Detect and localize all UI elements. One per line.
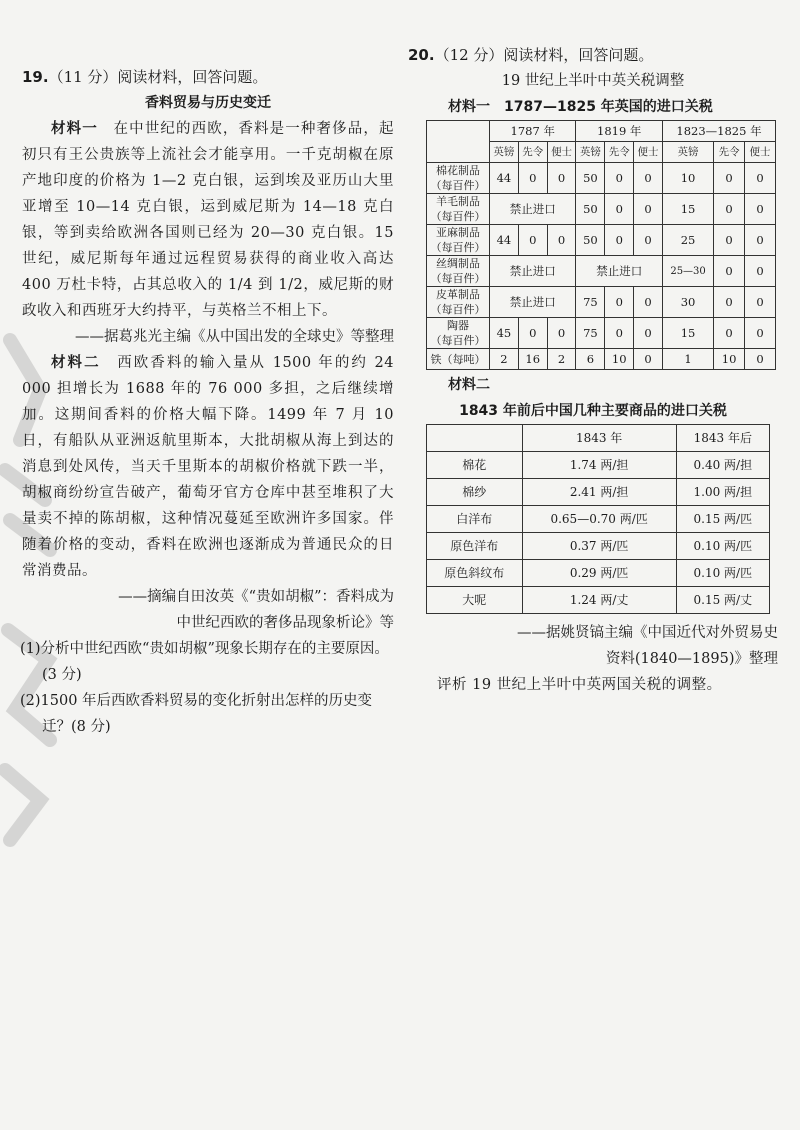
- unit-header: 英镑: [662, 142, 713, 163]
- value-cell: 0: [605, 194, 634, 225]
- unit-header: 便士: [547, 142, 576, 163]
- item-unit: （每百件）: [430, 303, 486, 316]
- q19-prompt: （11 分）阅读材料，回答问题。: [48, 68, 268, 86]
- value-cell: 0: [745, 318, 776, 349]
- q20-prompt: （12 分）阅读材料，回答问题。: [434, 46, 654, 64]
- q20-m1-caption: 材料一 1787—1825 年英国的进口关税: [448, 99, 713, 115]
- merged-cell: 禁止进口: [490, 256, 576, 287]
- item-cell: 原色洋布: [427, 533, 523, 560]
- value-cell: 0.37 两/匹: [522, 533, 676, 560]
- unit-header: 先令: [714, 142, 745, 163]
- china-tariff-table: [426, 424, 770, 614]
- value-cell: 0: [605, 287, 634, 318]
- year-header: 1787 年: [490, 121, 576, 142]
- table-row: [427, 318, 776, 349]
- q20-table2-caption: 1843 年前后中国几种主要商品的进口关税: [459, 403, 727, 419]
- item-unit: （每百件）: [430, 241, 486, 254]
- unit-header: 便士: [745, 142, 776, 163]
- value-cell: 2.41 两/担: [522, 479, 676, 506]
- value-cell: 1.24 两/丈: [522, 587, 676, 614]
- table-header-row: [427, 425, 770, 452]
- unit-header: 先令: [518, 142, 547, 163]
- value-cell: 2: [490, 349, 519, 370]
- value-cell: 0: [518, 225, 547, 256]
- table-row: [427, 479, 770, 506]
- item-cell: [427, 225, 490, 256]
- value-cell: 0: [714, 163, 745, 194]
- item-name: 亚麻制品: [436, 226, 480, 239]
- q19-m1-text: 在中世纪的西欧，香料是一种奢侈品，起初只有王公贵族等上流社会才能享用。一千克胡椒在原产地印度的价格为 1—2 克白银，运到埃及亚历山大里亚增至 10—14 克白银，运到威尼斯为 14—18 克白银，等到卖给欧洲各国则已经为 20—30 克白银。15 世纪，威尼斯每年通过远程贸易获得的商业收入高达 400 万杜卡特，占其总收入的 1/4 到 1/2，威尼斯的财政收入和西班牙大约持平，与英格兰不相上下。: [22, 121, 395, 319]
- q19-number: 19.: [22, 68, 49, 86]
- merged-cell: 禁止进口: [576, 256, 662, 287]
- value-cell: 0.40 两/担: [676, 452, 769, 479]
- merged-cell: 禁止进口: [490, 194, 576, 225]
- q19-subquestion-2: (2)1500 年后西欧香料贸易的变化折射出怎样的历史变迁？(8 分): [20, 693, 373, 735]
- value-cell: 0: [745, 256, 776, 287]
- item-name: 皮革制品: [436, 288, 480, 301]
- value-cell: 0: [714, 287, 745, 318]
- table-row: [427, 560, 770, 587]
- value-cell: 0: [605, 163, 634, 194]
- value-cell: 44: [490, 225, 519, 256]
- q20-m2-label: 材料二: [448, 377, 490, 393]
- q20-number: 20.: [408, 46, 435, 64]
- value-cell: 0: [745, 349, 776, 370]
- item-cell: 棉花: [427, 452, 523, 479]
- value-cell: 0: [547, 225, 576, 256]
- value-cell: 75: [576, 318, 605, 349]
- question-20: [408, 42, 778, 698]
- q19-material-1: [22, 116, 394, 324]
- value-cell: 0: [634, 318, 663, 349]
- table-corner-cell: [427, 121, 490, 163]
- value-cell: 0: [634, 163, 663, 194]
- value-cell: 30: [662, 287, 713, 318]
- item-cell: [427, 318, 490, 349]
- value-cell: 10: [605, 349, 634, 370]
- value-cell: 1.74 两/担: [522, 452, 676, 479]
- value-cell: 0.15 两/匹: [676, 506, 769, 533]
- item-unit: （每百件）: [430, 210, 486, 223]
- value-cell: 0: [547, 163, 576, 194]
- year-header: 1819 年: [576, 121, 662, 142]
- value-cell: 0: [547, 318, 576, 349]
- item-cell: 白洋布: [427, 506, 523, 533]
- value-cell: 0: [714, 318, 745, 349]
- q19-subquestion-1: (1)分析中世纪西欧“贵如胡椒”现象长期存在的主要原因。(3 分): [20, 641, 389, 683]
- value-cell: 50: [576, 194, 605, 225]
- value-cell: 75: [576, 287, 605, 318]
- value-cell: 0.65—0.70 两/匹: [522, 506, 676, 533]
- table-row: [427, 163, 776, 194]
- table-row: [427, 349, 776, 370]
- q20-source-line2: 资料(1840—1895)》整理: [605, 651, 778, 667]
- q20-source-line1: ——据姚贤镐主编《中国近代对外贸易史: [517, 625, 778, 641]
- question-19: [22, 64, 394, 740]
- value-cell: 0.15 两/丈: [676, 587, 769, 614]
- value-cell: 0: [745, 225, 776, 256]
- q20-heading: [408, 42, 778, 68]
- item-cell: [427, 256, 490, 287]
- table-row: [427, 194, 776, 225]
- item-cell: [427, 163, 490, 194]
- item-unit: （每百件）: [430, 272, 486, 285]
- table-row: [427, 533, 770, 560]
- q19-m2-text: 西欧香料的输入量从 1500 年的约 24 000 担增长为 1688 年的 76 000 多担，之后继续增加。这期间香料的价格大幅下降。1499 年 7 月 10 日，有船队从亚洲返航里斯本，大批胡椒从海上到达的消息到处风传，当天千里斯本的胡椒价格就下跌一半，胡椒商纷纷宣告破产，葡萄牙官方仓库中甚至堆积了大量卖不掉的陈胡椒，这种情况蔓延至欧洲许多国家。伴随着价格的变动，香料在欧洲也逐渐成为普通民众的日常消费品。: [22, 355, 395, 579]
- item-cell: [427, 287, 490, 318]
- table-row: [427, 287, 776, 318]
- item-unit: （每百件）: [430, 179, 486, 192]
- value-cell: 15: [662, 194, 713, 225]
- value-cell: 0.29 两/匹: [522, 560, 676, 587]
- value-cell: 2: [547, 349, 576, 370]
- q20-question: 评析 19 世纪上半叶中英两国关税的调整。: [437, 677, 722, 693]
- item-name: 陶器: [447, 319, 469, 332]
- table-row: [427, 587, 770, 614]
- value-cell: 10: [714, 349, 745, 370]
- value-cell: 16: [518, 349, 547, 370]
- unit-header: 先令: [605, 142, 634, 163]
- item-cell: [427, 194, 490, 225]
- table-corner-cell: [427, 425, 523, 452]
- value-cell: 44: [490, 163, 519, 194]
- table-header-row: [427, 121, 776, 142]
- item-unit: （每百件）: [430, 334, 486, 347]
- value-cell: 0: [745, 163, 776, 194]
- value-cell: 0: [745, 287, 776, 318]
- unit-header: 英镑: [490, 142, 519, 163]
- value-cell: 50: [576, 225, 605, 256]
- q19-m1-label: 材料一: [51, 121, 98, 137]
- year-header: 1823—1825 年: [662, 121, 775, 142]
- q19-m2-source-line2: 中世纪西欧的奢侈品现象析论》等: [176, 615, 394, 631]
- q19-heading: [22, 64, 394, 90]
- value-cell: 0: [714, 225, 745, 256]
- merged-cell: 禁止进口: [490, 287, 576, 318]
- item-cell: 原色斜纹布: [427, 560, 523, 587]
- table-row: [427, 452, 770, 479]
- item-name: 羊毛制品: [436, 195, 480, 208]
- q20-title: 19 世纪上半叶中英关税调整: [501, 73, 685, 89]
- value-cell: 0: [605, 225, 634, 256]
- item-name: 棉花制品: [436, 164, 480, 177]
- value-cell: 0.10 两/匹: [676, 560, 769, 587]
- britain-tariff-table: [426, 120, 776, 370]
- value-cell: 0: [518, 163, 547, 194]
- value-cell: 50: [576, 163, 605, 194]
- value-cell: 45: [490, 318, 519, 349]
- value-cell: 0: [518, 318, 547, 349]
- table-row: [427, 256, 776, 287]
- value-cell: 0: [634, 287, 663, 318]
- value-cell: 25—30: [662, 256, 713, 287]
- table-row: [427, 506, 770, 533]
- value-cell: 0: [605, 318, 634, 349]
- value-cell: 0: [634, 349, 663, 370]
- q19-m1-source: ——据葛兆光主编《从中国出发的全球史》等整理: [75, 329, 394, 345]
- column-header: 1843 年后: [676, 425, 769, 452]
- value-cell: 1: [662, 349, 713, 370]
- item-name: 丝绸制品: [436, 257, 480, 270]
- item-cell: 铁（每吨）: [427, 349, 490, 370]
- unit-header: 英镑: [576, 142, 605, 163]
- unit-header: 便士: [634, 142, 663, 163]
- value-cell: 1.00 两/担: [676, 479, 769, 506]
- value-cell: 0: [714, 256, 745, 287]
- table-row: [427, 225, 776, 256]
- q19-material-2: [22, 350, 394, 584]
- value-cell: 0: [745, 194, 776, 225]
- q19-m2-source-line1: ——摘编自田汝英《“贵如胡椒”：香料成为: [118, 589, 394, 605]
- column-header: 1843 年: [522, 425, 676, 452]
- value-cell: 0: [634, 225, 663, 256]
- value-cell: 15: [662, 318, 713, 349]
- value-cell: 0: [634, 194, 663, 225]
- q19-title: 香料贸易与历史变迁: [145, 95, 271, 111]
- value-cell: 10: [662, 163, 713, 194]
- value-cell: 6: [576, 349, 605, 370]
- value-cell: 0: [714, 194, 745, 225]
- q19-m2-label: 材料二: [51, 355, 101, 371]
- item-cell: 棉纱: [427, 479, 523, 506]
- item-cell: 大呢: [427, 587, 523, 614]
- value-cell: 25: [662, 225, 713, 256]
- value-cell: 0.10 两/匹: [676, 533, 769, 560]
